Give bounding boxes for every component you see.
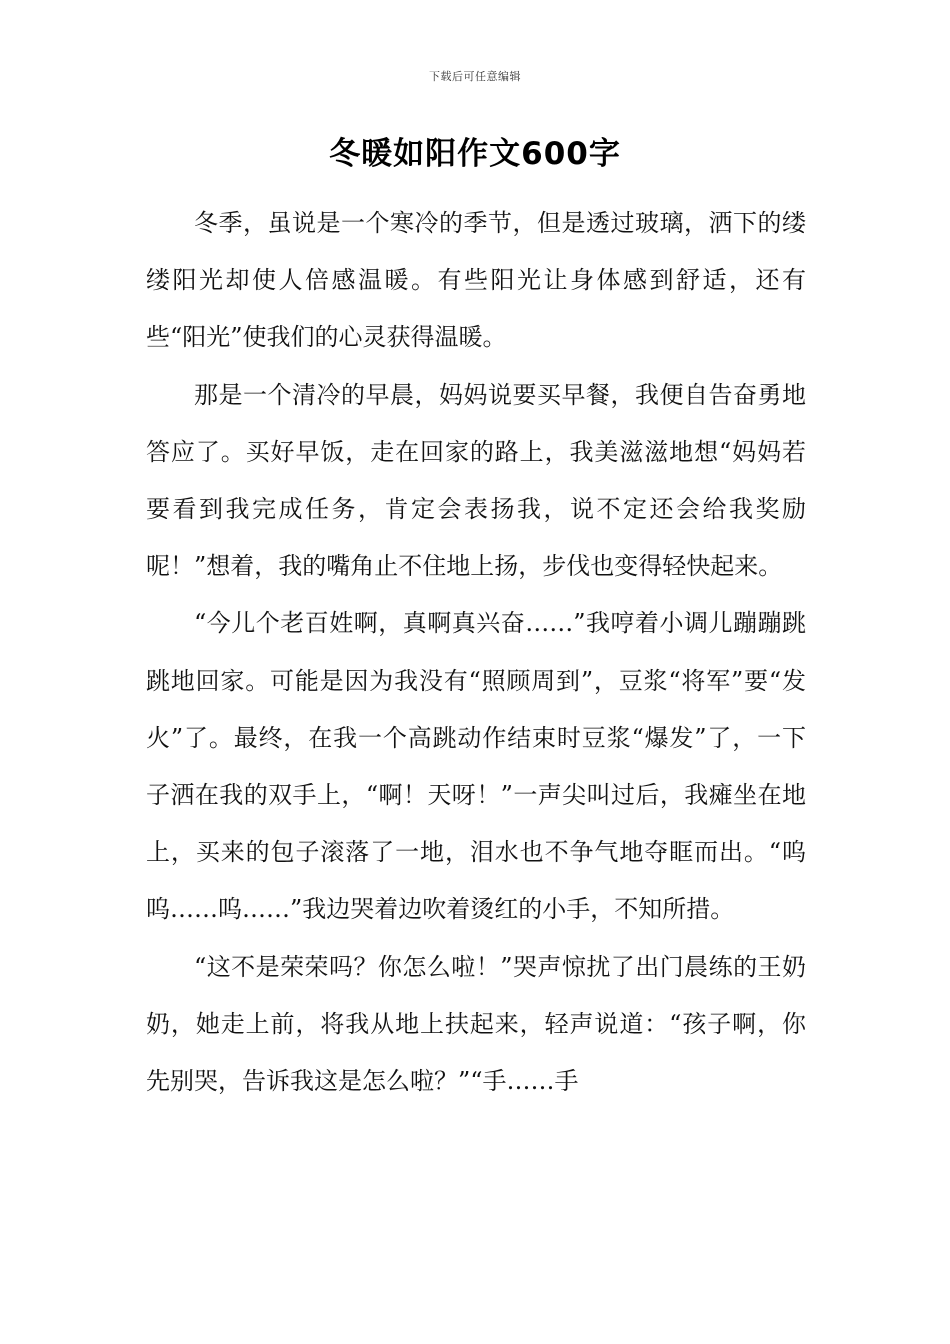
paragraph: “这不是荣荣吗？你怎么啦！”哭声惊扰了出门晨练的王奶奶，她走上前，将我从地上扶起来，轻声说道：“孩子啊，你先别哭，告诉我这是怎么啦？”“手……手 xyxy=(146,952,806,1096)
paragraph: 冬季，虽说是一个寒冷的季节，但是透过玻璃，洒下的缕缕阳光却使人倍感温暖。有些阳光让身体感到舒适，还有些“阳光”使我们的心灵获得温暖。 xyxy=(146,209,806,352)
header-note: 下载后可任意编辑 xyxy=(429,70,521,83)
paragraph: 那是一个清冷的早晨，妈妈说要买早餐，我便自告奋勇地答应了。买好早饭，走在回家的路上，我美滋滋地想“妈妈若要看到我完成任务，肯定会表扬我，说不定还会给我奖励呢！”想着，我的嘴角止不住地上扬，步伐也变得轻快起来。 xyxy=(146,380,806,581)
document-title: 冬暖如阳作文600字 xyxy=(329,136,621,172)
essay-body xyxy=(146,195,806,1110)
paragraph: “今儿个老百姓啊，真啊真兴奋……”我哼着小调儿蹦蹦跳跳地回家。可能是因为我没有“照顾周到”，豆浆“将军”要“发火”了。最终，在我一个高跳动作结束时豆浆“爆发”了，一下子洒在我的双手上，“啊！天呀！”一声尖叫过后，我瘫坐在地上，买来的包子滚落了一地，泪水也不争气地夺眶而出。“呜呜……呜……”我边哭着边吹着烫红的小手，不知所措。 xyxy=(146,609,806,924)
